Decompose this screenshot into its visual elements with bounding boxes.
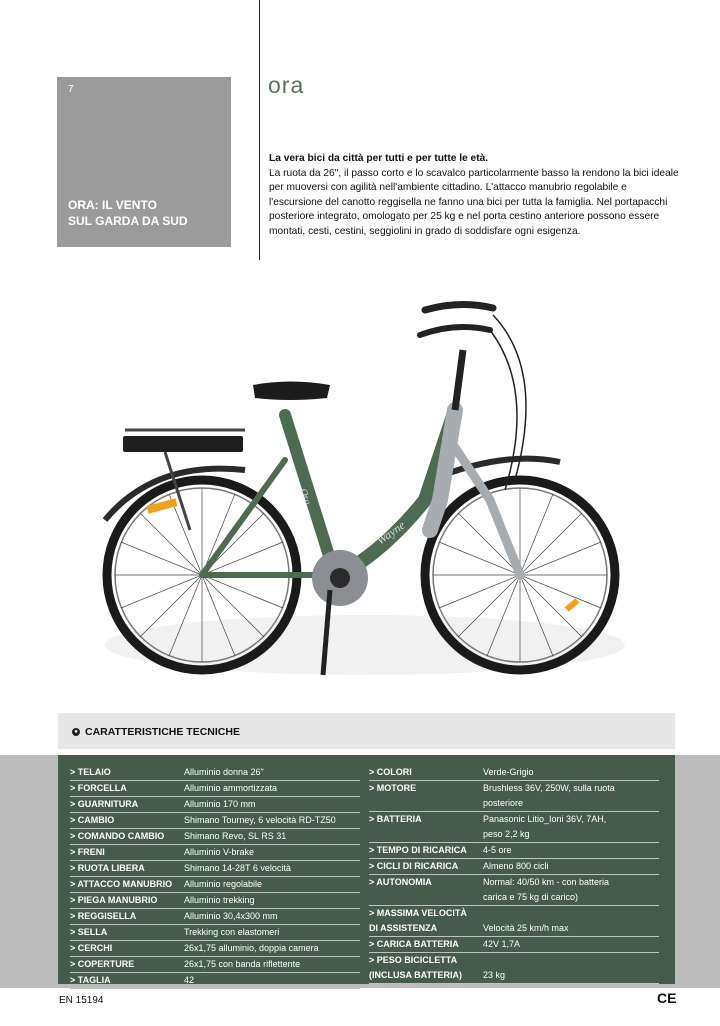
spec-label: > CICLI DI RICARICA xyxy=(369,861,459,871)
spec-value: Alluminio 30,4x300 mm xyxy=(184,911,278,921)
bullet-icon: ● xyxy=(72,728,80,736)
spec-row xyxy=(369,859,659,875)
bicycle-image xyxy=(95,290,640,685)
spec-label: > MOTORE xyxy=(369,783,417,793)
spec-label: > TEMPO DI RICARICA xyxy=(369,845,467,855)
spec-row xyxy=(70,829,360,845)
spec-value: Alluminio ammortizzata xyxy=(184,783,278,793)
spec-row xyxy=(70,973,360,989)
spec-value: Brushless 36V, 250W, sulla ruota posteriore xyxy=(483,783,615,808)
frame-brand-text: Wayne xyxy=(373,517,408,548)
spec-label: > FORCELLA xyxy=(70,783,127,793)
spec-value: 23 kg xyxy=(483,970,506,980)
spec-value: 26x1,75 con banda riflettente xyxy=(184,959,301,969)
frame-name-text: Ora xyxy=(297,487,314,507)
spec-label: > SELLA xyxy=(70,927,108,937)
spec-row xyxy=(369,937,659,953)
intro-text xyxy=(269,152,679,240)
spec-value: Shimano Tourney, 6 velocità RD-TZ50 xyxy=(184,815,336,825)
vertical-divider xyxy=(259,0,260,260)
spec-value: 4-5 ore xyxy=(483,845,512,855)
spec-value: Alluminio trekking xyxy=(184,895,255,905)
spec-value: 42V 1,7A xyxy=(483,939,521,949)
spec-label: > CAMBIO xyxy=(70,815,115,825)
spec-row xyxy=(70,781,360,797)
spec-label: > ATTACCO MANUBRIO xyxy=(70,879,173,889)
article-title: ORA: IL VENTO SUL GARDA DA SUD xyxy=(68,198,188,228)
intro-body: La ruota da 26", il passo corto e lo scavalco particolarmente basso la rendono la bici ideale per muoversi con agilità nell'ambiente cittadino. L'attacco manubrio regolabile e l'escursione del canotto reggisella ne fanno una bici per tutta la famiglia. Nel portapacchi posteriore integrato, omologato per 25 kg e nel porta cestino anteriore possono essere montati, cesti, cestini, seggiolini in grado di soddisfare ogni esigenza. xyxy=(269,167,679,237)
spec-value: Shimano 14-28T 6 velocità xyxy=(184,863,291,873)
spec-label: > TAGLIA xyxy=(70,975,111,985)
spec-value: 42 xyxy=(184,975,195,985)
spec-value: Almeno 800 cicli xyxy=(483,861,549,871)
spec-label: > CARICA BATTERIA xyxy=(369,939,459,949)
spec-label: > COPERTURE xyxy=(70,959,135,969)
spec-value: Alluminio regolabile xyxy=(184,879,263,889)
specs-left-column xyxy=(70,765,360,989)
spec-row xyxy=(369,843,659,859)
spec-value: Alluminio V-brake xyxy=(184,847,255,857)
spec-row xyxy=(70,909,360,925)
spec-label: > FRENI xyxy=(70,847,105,857)
spec-label: > GUARNITURA xyxy=(70,799,139,809)
spec-label: > CERCHI xyxy=(70,943,113,953)
spec-row xyxy=(369,812,659,843)
spec-value: Panasonic Litio_Ioni 36V, 7AH, peso 2,2 kg xyxy=(483,814,607,839)
spec-value: Trekking con elastomeri xyxy=(184,927,280,937)
spec-label: > COMANDO CAMBIO xyxy=(70,831,165,841)
page-number: 7 xyxy=(68,84,74,95)
spec-label: > REGGISELLA xyxy=(70,911,137,921)
specs-title: CARATTERISTICHE TECNICHE xyxy=(85,726,240,738)
brand-logo: ora xyxy=(268,72,305,98)
ce-mark-icon: CE xyxy=(657,990,677,1006)
spec-row xyxy=(70,925,360,941)
spec-row xyxy=(70,813,360,829)
spec-row xyxy=(369,765,659,781)
spec-value: Normal: 40/50 km - con batteria carica e 75 kg di carico) xyxy=(483,877,610,902)
spec-value: Verde-Grigio xyxy=(483,767,534,777)
spec-value: Shimano Revo, SL RS 31 xyxy=(184,831,287,841)
spec-row xyxy=(70,797,360,813)
spec-label: > MASSIMA VELOCITÀ DI ASSISTENZA xyxy=(369,908,467,933)
spec-label: > PESO BICICLETTA (INCLUSA BATTERIA) xyxy=(369,955,462,980)
spec-row xyxy=(70,845,360,861)
intro-lead: La vera bici da città per tutti e per tutte le età. xyxy=(269,153,489,164)
spec-row xyxy=(70,861,360,877)
spec-row xyxy=(369,875,659,906)
spec-row xyxy=(70,893,360,909)
spec-value: Velocità 25 km/h max xyxy=(483,923,569,933)
spec-label: > BATTERIA xyxy=(369,814,422,824)
specs-panel xyxy=(58,755,675,984)
spec-value: Alluminio 170 mm xyxy=(184,799,256,809)
spec-value: 26x1,75 alluminio, doppia camera xyxy=(184,943,319,953)
spec-label: > TELAIO xyxy=(70,767,111,777)
specs-right-column xyxy=(369,765,659,984)
specs-header xyxy=(58,713,675,749)
standard-label: EN 15194 xyxy=(59,995,104,1006)
spec-row xyxy=(369,953,659,984)
spec-row xyxy=(70,957,360,973)
spec-row xyxy=(70,765,360,781)
spec-row xyxy=(369,906,659,937)
title-box xyxy=(57,77,231,247)
spec-row xyxy=(369,781,659,812)
spec-row xyxy=(70,877,360,893)
spec-label: > COLORI xyxy=(369,767,412,777)
spec-label: > RUOTA LIBERA xyxy=(70,863,145,873)
spec-row xyxy=(70,941,360,957)
spec-label: > PIEGA MANUBRIO xyxy=(70,895,158,905)
spec-label: > AUTONOMIA xyxy=(369,877,432,887)
spec-value: Alluminio donna 26" xyxy=(184,767,264,777)
